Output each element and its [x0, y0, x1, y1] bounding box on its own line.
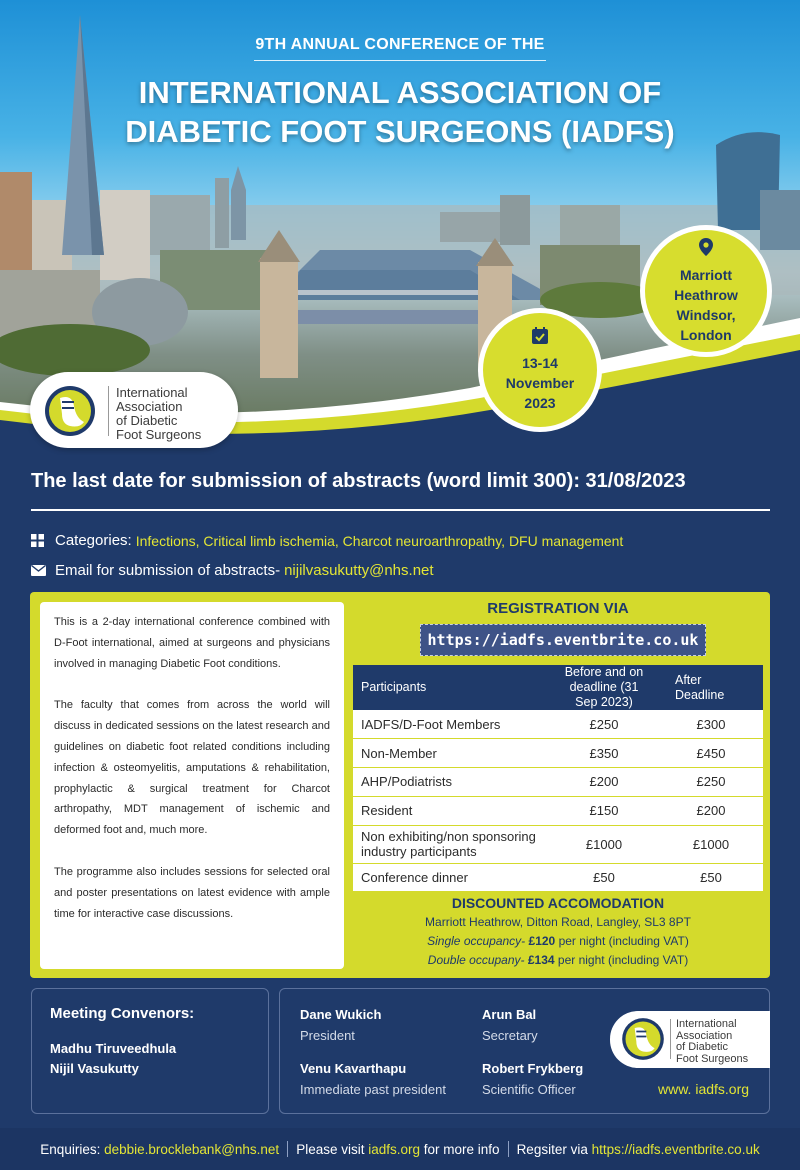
officers-box — [279, 988, 770, 1114]
convenor-name: Nijil Vasukutty — [50, 1061, 139, 1076]
map-pin-icon — [699, 238, 713, 261]
fee-category: Conference dinner — [353, 863, 549, 892]
date-line: 13-14 — [522, 355, 558, 371]
foot-emblem-icon — [618, 1014, 668, 1064]
venue-line: London — [680, 326, 732, 343]
officer-name: Robert Frykberg — [482, 1061, 584, 1076]
logo-text-line: of Diabetic — [676, 1041, 728, 1053]
venue-line: Marriott — [679, 266, 733, 283]
table-row — [353, 825, 763, 863]
officer — [482, 1061, 583, 1097]
date-line: November — [505, 375, 575, 391]
visit-site-link[interactable]: iadfs.org — [368, 1141, 421, 1157]
logo-wordmark — [116, 386, 201, 442]
footer-separator — [287, 1141, 288, 1157]
fee-category: AHP/Podiatrists — [353, 768, 549, 797]
table-row — [353, 796, 763, 825]
officer-name: Arun Bal — [482, 1007, 537, 1022]
footer-separator — [508, 1141, 509, 1157]
header-text: deadline (31 Sep 2023) — [569, 680, 639, 709]
hero-banner — [0, 0, 800, 455]
website-link[interactable]: www. iadfs.org — [658, 1081, 750, 1097]
title-divider — [254, 60, 546, 61]
table-row — [353, 768, 763, 797]
double-occupancy-rate — [353, 953, 763, 967]
venue-line: Heathrow — [674, 286, 738, 303]
register-label: Regsiter via — [516, 1141, 588, 1157]
fee-category: Non-Member — [353, 739, 549, 768]
conference-title-line-1: INTERNATIONAL ASSOCIATION OF — [138, 75, 662, 110]
venue-line: Windsor, — [676, 306, 736, 323]
logo-divider — [670, 1019, 671, 1059]
registration-link[interactable]: https://iadfs.eventbrite.co.uk — [420, 624, 706, 656]
fees-table — [353, 665, 763, 892]
table-row — [353, 739, 763, 768]
fee-after: £200 — [659, 796, 763, 825]
single-price: £120 — [528, 934, 556, 948]
fee-category: IADFS/D-Foot Members — [353, 710, 549, 739]
table-row — [353, 710, 763, 739]
officer — [300, 1061, 446, 1097]
convenor-name: Madhu Tiruveedhula — [50, 1041, 177, 1056]
registration-title: REGISTRATION VIA — [487, 600, 629, 617]
convenors-title: Meeting Convenors: — [50, 1005, 195, 1022]
double-price: £134 — [527, 953, 555, 967]
fee-before: £150 — [549, 796, 659, 825]
convenors-box — [31, 988, 269, 1114]
logo-text-line: Association — [116, 399, 183, 414]
officer-role: Secretary — [482, 1028, 538, 1043]
fee-before: £1000 — [549, 825, 659, 863]
grid-icon — [31, 534, 47, 547]
header-before-deadline — [549, 665, 659, 710]
abstract-deadline: The last date for submission of abstracts (word limit 300): 31/08/2023 — [31, 470, 686, 492]
conference-description — [40, 602, 344, 969]
fees-table-header — [353, 665, 763, 710]
logo-text-line: Foot Surgeons — [676, 1052, 749, 1065]
header-participants: Participants — [353, 665, 549, 710]
officer — [482, 1007, 538, 1043]
envelope-icon — [31, 565, 47, 576]
conference-edition: 9TH ANNUAL CONFERENCE OF THE — [255, 36, 545, 53]
categories-label: Categories: — [55, 532, 132, 549]
foot-emblem-icon — [40, 384, 100, 438]
fee-after: £450 — [659, 739, 763, 768]
details-panel — [30, 592, 770, 978]
conference-title-line-2: DIABETIC FOOT SURGEONS (IADFS) — [125, 114, 675, 149]
description-paragraph: The faculty that comes from across the world will discuss in dedicated sessions on the latest research and guidelines on diabetic foot related conditions including infection & osteomyelitis, amputations & rehabilitation, prophylactic & surgical treatment for Charcot arthropathy, MDT management of ischemic and deformed foot and, much more. — [54, 699, 330, 837]
fee-category: Non exhibiting/non sponsoring industry participants — [353, 825, 549, 863]
fee-after: £300 — [659, 710, 763, 739]
officer-role: President — [300, 1028, 355, 1043]
logo-divider — [108, 386, 109, 436]
submission-email-link[interactable]: nijilvasukutty@nhs.net — [284, 562, 434, 579]
logo-wordmark — [676, 1019, 748, 1065]
footer-bar — [0, 1128, 800, 1170]
categories-line — [31, 532, 623, 549]
email-label: Email for submission of abstracts- — [55, 562, 281, 579]
visit-rest: for more info — [423, 1141, 500, 1157]
single-occupancy-rate — [353, 934, 763, 948]
fee-before: £50 — [549, 863, 659, 892]
fee-after: £250 — [659, 768, 763, 797]
single-label: Single occupancy- — [427, 934, 526, 948]
logo-text-line: Association — [676, 1029, 733, 1042]
description-paragraph: The programme also includes sessions for selected oral and poster presentations on latest evidence with ample time for interactive case discussions. — [54, 865, 330, 920]
table-row — [353, 863, 763, 892]
enquiries-email-link[interactable]: debbie.brocklebank@nhs.net — [104, 1141, 280, 1157]
venue-badge — [640, 225, 772, 357]
date-badge — [478, 308, 602, 432]
fee-before: £350 — [549, 739, 659, 768]
double-label: Double occupany- — [427, 953, 525, 967]
iadfs-logo-small — [610, 1011, 770, 1068]
officer-role: Scientific Officer — [482, 1082, 576, 1097]
visit-label: Please visit — [296, 1141, 365, 1157]
accommodation-address: Marriott Heathrow, Ditton Road, Langley, SL3 8PT — [425, 915, 691, 929]
fee-after: £1000 — [659, 825, 763, 863]
logo-text-line: International — [676, 1018, 737, 1030]
single-rest: per night (including VAT) — [558, 934, 689, 948]
fee-after: £50 — [659, 863, 763, 892]
logo-text-line: of Diabetic — [116, 413, 178, 428]
iadfs-logo — [30, 372, 238, 448]
section-divider — [31, 509, 770, 511]
officer-name: Venu Kavarthapu — [300, 1061, 407, 1076]
enquiries-label: Enquiries: — [40, 1141, 101, 1157]
fee-before: £250 — [549, 710, 659, 739]
officer — [300, 1007, 381, 1043]
header-text: Before and on — [564, 665, 644, 679]
accommodation-title: DISCOUNTED ACCOMODATION — [451, 895, 665, 911]
categories-value: Infections, Critical limb ischemia, Charcot neuroarthropathy, DFU management — [135, 532, 624, 549]
header-text: Deadline — [675, 687, 725, 702]
fee-before: £200 — [549, 768, 659, 797]
fee-category: Resident — [353, 796, 549, 825]
officer-name: Dane Wukich — [300, 1007, 382, 1022]
conference-title — [0, 73, 800, 151]
calendar-check-icon — [532, 327, 548, 349]
email-line — [31, 562, 434, 579]
logo-text-line: International — [116, 385, 188, 400]
header-text: After — [675, 672, 702, 687]
date-line: 2023 — [524, 395, 556, 411]
officer-role: Immediate past president — [300, 1082, 446, 1097]
description-paragraph: This is a 2-day international conference combined with D-Foot international, aimed at surgeons and physicians involved in managing Diabetic Foot conditions. — [54, 616, 330, 670]
header-after-deadline — [659, 665, 763, 710]
double-rest: per night (including VAT) — [557, 953, 689, 967]
logo-text-line: Foot Surgeons — [116, 427, 202, 442]
register-url-link[interactable]: https://iadfs.eventbrite.co.uk — [591, 1141, 760, 1157]
